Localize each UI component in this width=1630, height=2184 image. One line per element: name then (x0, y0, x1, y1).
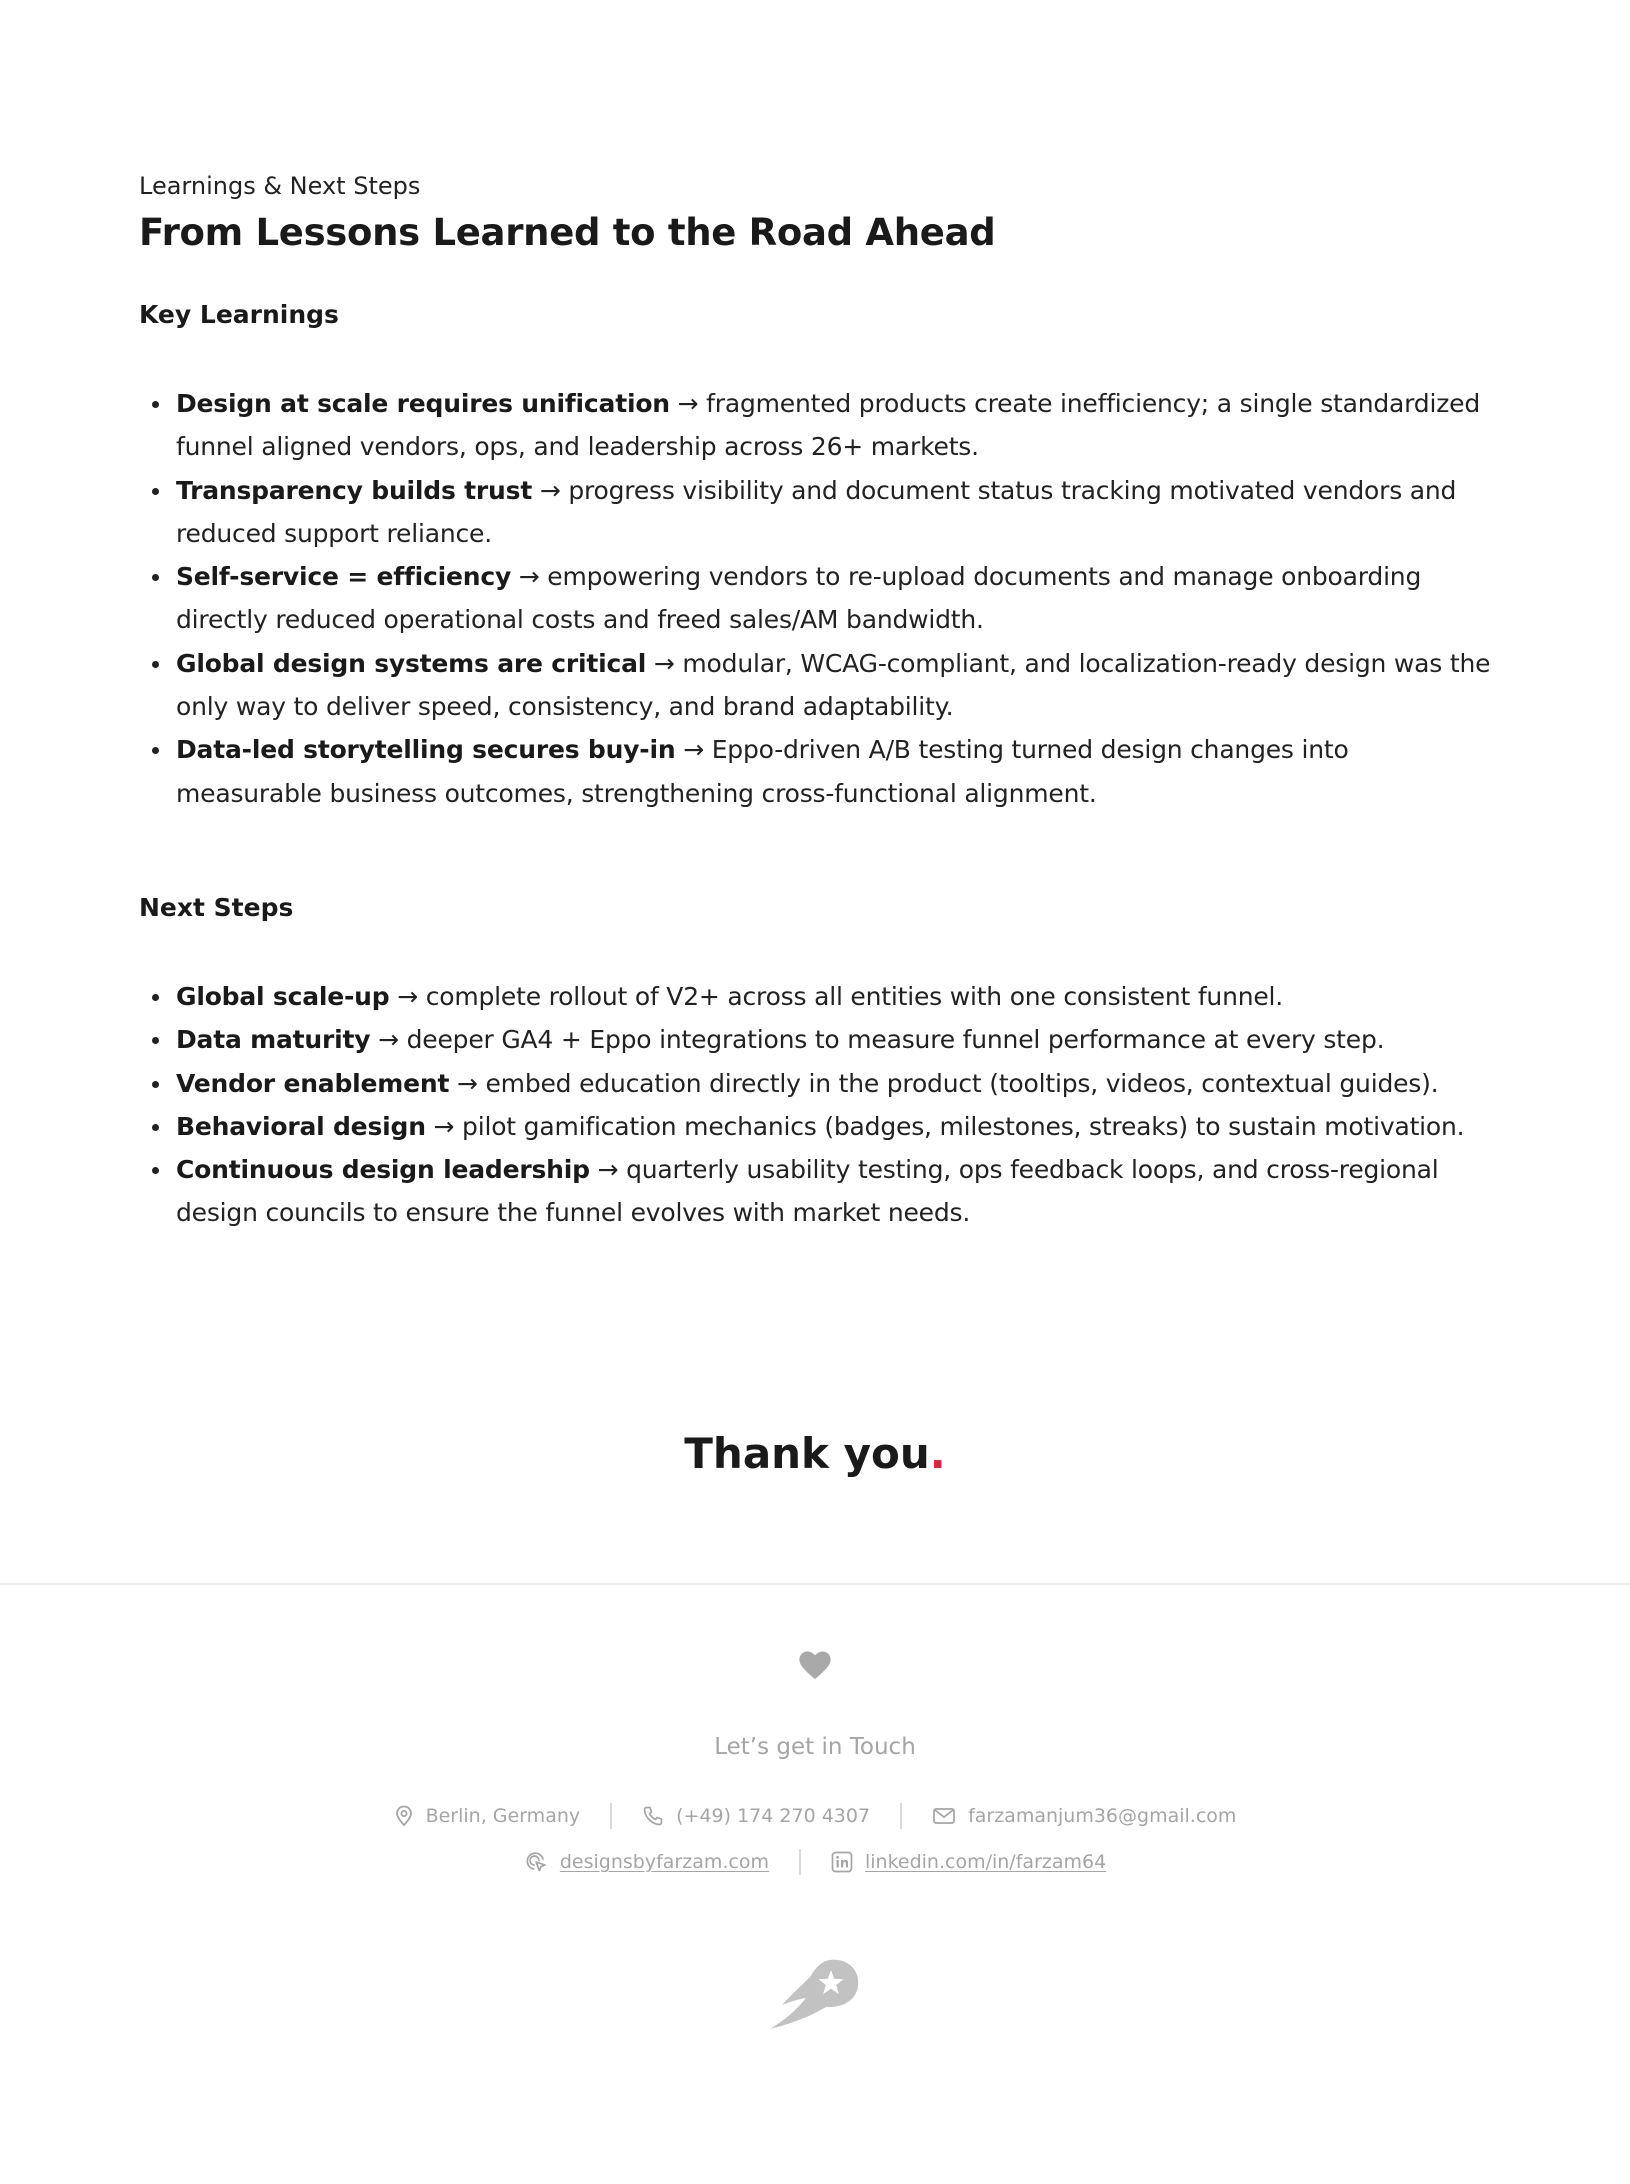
list-item (176, 1105, 1499, 1148)
section-eyebrow: Learnings & Next Steps (139, 172, 421, 200)
item-lead: Transparency builds trust (176, 475, 533, 505)
arrow-glyph: → (597, 1155, 619, 1185)
item-text: deeper GA4 + Eppo integrations to measure funnel performance at every step. (406, 1025, 1385, 1055)
arrow-glyph: → (433, 1111, 455, 1141)
phone-icon (642, 1805, 664, 1827)
get-in-touch-label: Let’s get in Touch (714, 1734, 916, 1760)
item-text: progress visibility and document status tracking motivated vendors and reduced support reliance. (176, 475, 1457, 548)
item-text: pilot gamification mechanics (badges, milestones, streaks) to sustain motivation. (462, 1111, 1465, 1141)
arrow-glyph: → (677, 389, 699, 418)
email-item[interactable] (902, 1805, 1266, 1827)
linkedin-link[interactable]: linkedin.com/in/farzam64 (864, 1851, 1107, 1873)
cursor-click-icon (524, 1850, 548, 1874)
item-lead: Global scale-up (176, 981, 390, 1011)
star-rocket-logo (768, 1958, 864, 2030)
key-learnings-list (139, 382, 1499, 815)
mail-icon (932, 1806, 956, 1826)
arrow-glyph: → (457, 1068, 478, 1098)
location-pin-icon (394, 1805, 414, 1827)
item-lead: Vendor enablement (176, 1068, 450, 1098)
list-item (176, 382, 1499, 469)
list-item (176, 1148, 1499, 1235)
list-item (176, 1062, 1499, 1105)
list-item (176, 728, 1499, 815)
arrow-glyph: → (397, 981, 418, 1011)
item-text: quarterly usability testing, ops feedback loops, and cross-regional design councils to ensure the funnel evolves with market needs. (176, 1155, 1439, 1228)
linkedin-icon (831, 1851, 853, 1873)
footer-divider (0, 1583, 1630, 1585)
location-item (364, 1805, 611, 1827)
key-learnings-heading: Key Learnings (139, 300, 339, 329)
phone-text: (+49) 174 270 4307 (676, 1805, 871, 1827)
main-content (139, 168, 1499, 1235)
arrow-glyph: → (518, 562, 540, 592)
arrow-glyph: → (683, 735, 704, 765)
item-lead: Data-led storytelling secures buy-in (176, 735, 676, 765)
next-steps-list (139, 975, 1499, 1235)
item-text: embed education directly in the product (tooltips, videos, contextual guides). (485, 1068, 1439, 1098)
item-lead: Behavioral design (176, 1111, 426, 1141)
accent-dot: . (929, 1429, 946, 1478)
arrow-glyph: → (378, 1025, 399, 1055)
item-lead: Global design systems are critical (176, 648, 647, 678)
item-text: Eppo-driven A/B testing turned design changes into measurable business outcomes, strengthening cross-functional alignment. (176, 735, 1349, 808)
list-item (176, 642, 1499, 729)
next-steps-heading: Next Steps (139, 892, 294, 922)
location-text: Berlin, Germany (425, 1805, 581, 1827)
item-lead: Data maturity (176, 1025, 371, 1055)
website-link[interactable]: designsbyfarzam.com (559, 1851, 769, 1873)
arrow-glyph: → (539, 475, 561, 505)
heart-icon (798, 1650, 832, 1680)
list-item (176, 469, 1499, 556)
arrow-glyph: → (653, 648, 675, 678)
thank-you-heading (0, 1424, 1630, 1484)
thank-you-text: Thank you (684, 1429, 930, 1478)
item-lead: Continuous design leadership (176, 1155, 590, 1185)
email-text: farzamanjum36@gmail.com (968, 1805, 1237, 1827)
contact-row-primary (0, 1799, 1630, 1833)
item-lead: Design at scale requires unification (176, 389, 670, 418)
page-title: From Lessons Learned to the Road Ahead (139, 211, 996, 254)
item-text: modular, WCAG-compliant, and localization-ready design was the only way to deliver speed, consistency, and brand adaptability. (176, 648, 1491, 722)
item-text: empowering vendors to re-upload documents and manage onboarding directly reduced operational costs and freed sales/AM bandwidth. (176, 562, 1422, 635)
website-item[interactable] (494, 1850, 799, 1874)
list-item (176, 975, 1499, 1018)
list-item (176, 555, 1499, 642)
item-text: fragmented products create inefficiency; a single standardized funnel aligned vendors, ops, and leadership across 26+ markets. (176, 389, 1480, 462)
contact-row-secondary (0, 1845, 1630, 1879)
linkedin-item[interactable] (801, 1851, 1136, 1873)
list-item (176, 1018, 1499, 1061)
phone-item[interactable] (612, 1805, 900, 1827)
item-lead: Self-service = efficiency (176, 562, 512, 592)
item-text: complete rollout of V2+ across all entities with one consistent funnel. (425, 981, 1284, 1011)
